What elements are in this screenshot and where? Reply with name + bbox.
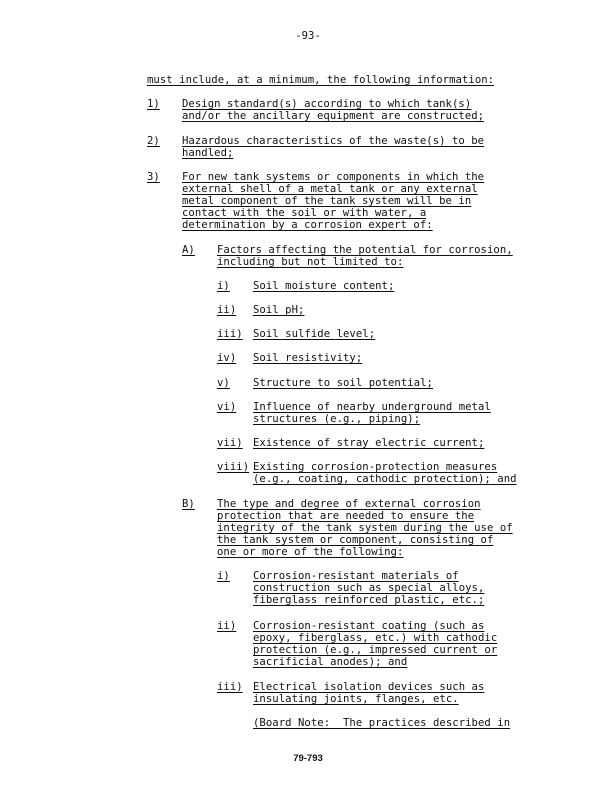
sub-a-label: viii)	[217, 461, 250, 473]
item-b-line-5: one or more of the following:	[217, 546, 404, 558]
item-a-line-1: Factors affecting the potential for corrosion,	[217, 244, 513, 256]
item-1-label: 1)	[147, 98, 160, 110]
sub-a-text: (e.g., coating, cathodic protection); and	[253, 473, 517, 485]
sub-b-text: epoxy, fiberglass, etc.) with cathodic	[253, 632, 498, 644]
footer-code: 79-793	[293, 753, 323, 764]
sub-a-text: Influence of nearby underground metal	[253, 401, 491, 413]
sub-a-text: Soil moisture content;	[253, 280, 395, 292]
sub-b-text: fiberglass reinforced plastic, etc.;	[253, 594, 485, 606]
sub-b-text: Electrical isolation devices such as	[253, 681, 485, 693]
page-number: -93-	[295, 30, 321, 42]
sub-a-label: v)	[217, 377, 230, 389]
item-b-line-4: the tank system or component, consisting of	[217, 534, 494, 546]
sub-b-label: ii)	[217, 620, 237, 632]
intro-text: must include, at a minimum, the following information:	[147, 74, 495, 86]
sub-b-text: insulating joints, flanges, etc.	[253, 693, 459, 705]
sub-b-text: sacrificial anodes); and	[253, 656, 408, 668]
board-note: (Board Note: The practices described in	[253, 717, 511, 729]
item-2-label: 2)	[147, 135, 160, 147]
item-b-label: B)	[182, 498, 195, 510]
item-2-line-2: handled;	[182, 147, 234, 159]
item-3-line-2: external shell of a metal tank or any external	[182, 183, 478, 195]
item-1-line-2: and/or the ancillary equipment are constructed;	[182, 110, 485, 122]
item-a-line-2: including but not limited to:	[217, 256, 404, 268]
sub-a-text: structures (e.g., piping);	[253, 413, 421, 425]
item-3-line-4: contact with the soil or with water, a	[182, 207, 427, 219]
sub-a-text: Existing corrosion-protection measures	[253, 461, 498, 473]
sub-b-text: protection (e.g., impressed current or	[253, 644, 498, 656]
item-3-line-3: metal component of the tank system will be in	[182, 195, 472, 207]
item-b-line-3: integrity of the tank system during the use of	[217, 522, 513, 534]
item-3-line-5: determination by a corrosion expert of:	[182, 219, 433, 231]
item-1-line-1: Design standard(s) according to which tank(s)	[182, 98, 472, 110]
sub-b-text: Corrosion-resistant materials of	[253, 570, 459, 582]
sub-b-text: Corrosion-resistant coating (such as	[253, 620, 485, 632]
item-b-line-1: The type and degree of external corrosion	[217, 498, 481, 510]
item-a-label: A)	[182, 244, 195, 256]
sub-a-label: iii)	[217, 328, 243, 340]
sub-b-label: iii)	[217, 681, 243, 693]
sub-a-label: ii)	[217, 304, 237, 316]
item-3-line-1: For new tank systems or components in which the	[182, 171, 485, 183]
sub-a-text: Soil resistivity;	[253, 352, 363, 364]
sub-a-label: i)	[217, 280, 230, 292]
item-2-line-1: Hazardous characteristics of the waste(s) to be	[182, 135, 485, 147]
item-3-label: 3)	[147, 171, 160, 183]
sub-a-text: Structure to soil potential;	[253, 377, 433, 389]
sub-b-text: construction such as special alloys,	[253, 582, 485, 594]
sub-b-label: i)	[217, 570, 230, 582]
sub-a-text: Soil pH;	[253, 304, 305, 316]
sub-a-label: vii)	[217, 437, 243, 449]
item-b-line-2: protection that are needed to ensure the	[217, 510, 475, 522]
sub-a-text: Soil sulfide level;	[253, 328, 376, 340]
sub-a-text: Existence of stray electric current;	[253, 437, 485, 449]
sub-a-label: vi)	[217, 401, 237, 413]
sub-a-label: iv)	[217, 352, 237, 364]
